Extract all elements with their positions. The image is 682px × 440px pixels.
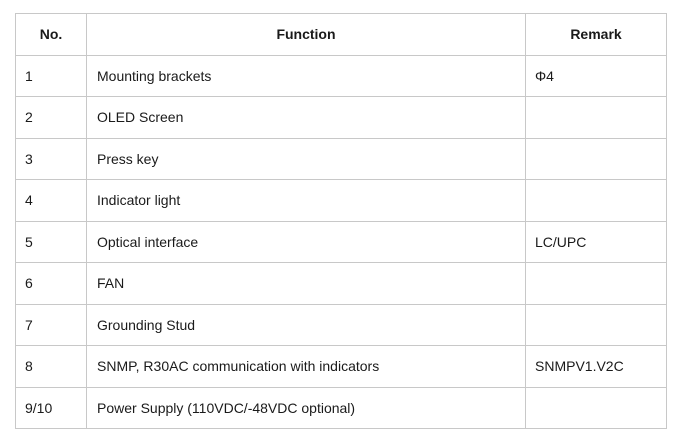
- row-no: 8: [16, 346, 87, 388]
- row-remark: LC/UPC: [526, 221, 667, 263]
- function-table: [15, 13, 667, 429]
- row-function: Indicator light: [87, 180, 526, 222]
- row-no: 9/10: [16, 387, 87, 429]
- row-no: 2: [16, 97, 87, 139]
- table-row: [16, 304, 667, 346]
- row-no: 4: [16, 180, 87, 222]
- row-function: Press key: [87, 138, 526, 180]
- table-row: [16, 180, 667, 222]
- function-table-container: [15, 13, 666, 429]
- row-function: Optical interface: [87, 221, 526, 263]
- row-function: FAN: [87, 263, 526, 305]
- row-remark: [526, 263, 667, 305]
- row-remark: [526, 180, 667, 222]
- table-row: [16, 346, 667, 388]
- table-row: [16, 138, 667, 180]
- row-function: SNMP, R30AC communication with indicators: [87, 346, 526, 388]
- row-no: 1: [16, 55, 87, 97]
- row-function: Grounding Stud: [87, 304, 526, 346]
- table-row: [16, 263, 667, 305]
- row-remark: [526, 138, 667, 180]
- row-function: Power Supply (110VDC/-48VDC optional): [87, 387, 526, 429]
- row-no: 6: [16, 263, 87, 305]
- table-row: [16, 221, 667, 263]
- header-row: [16, 14, 667, 56]
- row-function: Mounting brackets: [87, 55, 526, 97]
- table-body: [16, 55, 667, 429]
- row-no: 5: [16, 221, 87, 263]
- table-row: [16, 387, 667, 429]
- table-header: [16, 14, 667, 56]
- row-remark: SNMPV1.V2C: [526, 346, 667, 388]
- header-no: No.: [16, 14, 87, 56]
- row-no: 7: [16, 304, 87, 346]
- row-remark: [526, 97, 667, 139]
- table-row: [16, 55, 667, 97]
- row-remark: [526, 304, 667, 346]
- header-remark: Remark: [526, 14, 667, 56]
- table-row: [16, 97, 667, 139]
- row-function: OLED Screen: [87, 97, 526, 139]
- row-remark: Φ4: [526, 55, 667, 97]
- row-no: 3: [16, 138, 87, 180]
- header-function: Function: [87, 14, 526, 56]
- row-remark: [526, 387, 667, 429]
